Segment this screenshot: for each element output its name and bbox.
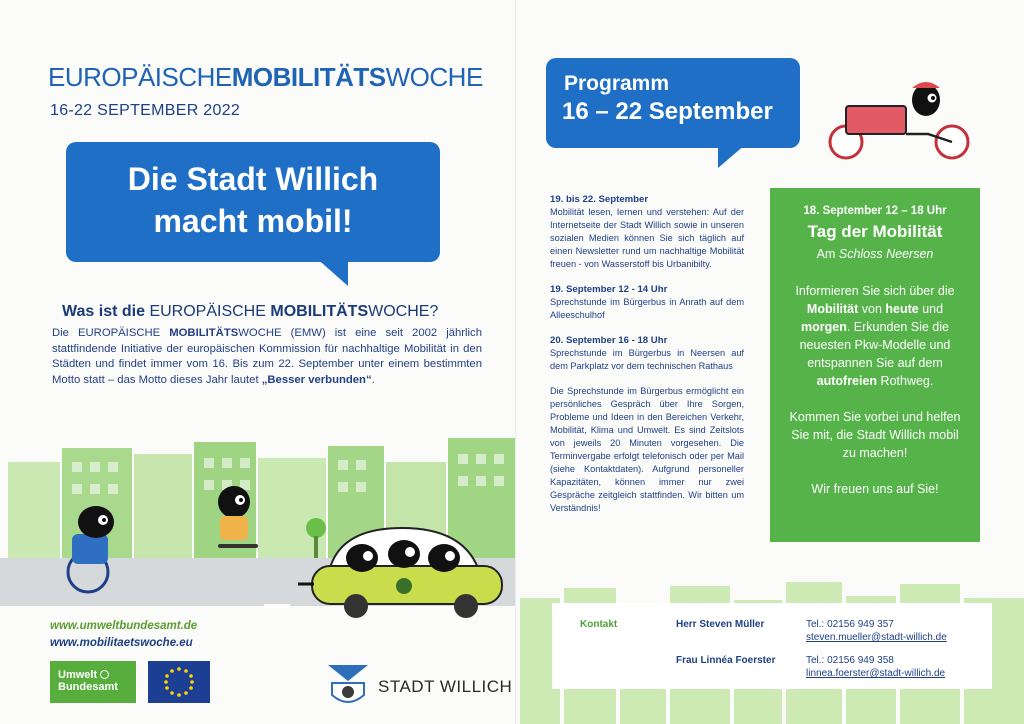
contact-phone[interactable]: Tel.: 02156 949 357: [806, 619, 894, 630]
contact-box: [552, 603, 992, 689]
description-paragraph-2: Kommen Sie vorbei und helfen Sie mit, die Stadt Willich mobil zu machen!: [789, 410, 961, 460]
cargo-bike-illustration: [824, 76, 974, 166]
schedule-event: [550, 193, 744, 271]
intro-paragraph: [52, 326, 482, 388]
program-speech-bubble: [546, 58, 800, 148]
contact-details: [806, 654, 945, 680]
speech-bubble-tail: [314, 256, 348, 286]
event-text: Sprechstunde im Bürgerbus in Anrath auf dem Alleeschulhof: [550, 297, 744, 320]
schedule-event: [550, 334, 744, 373]
uba-logo-line2: Bundesamt: [58, 681, 118, 693]
title-part-regular-end: WOCHE: [385, 62, 483, 92]
schedule-note: [550, 385, 744, 515]
uba-dot-icon: [100, 670, 109, 679]
contact-email-link[interactable]: linnea.foerster@stadt-willich.de: [806, 668, 946, 679]
program-bubble-tail: [718, 144, 746, 168]
heading-part-4: WOCHE?: [368, 303, 439, 320]
title-part-bold: MOBILITÄTS: [231, 62, 386, 92]
schedule-event: [550, 283, 744, 322]
website-links: [50, 618, 197, 652]
headline-line-1: Die Stadt Willich: [127, 161, 379, 197]
event-title: 19. September 12 - 14 Uhr: [550, 284, 668, 295]
description-paragraph-1: Informieren Sie sich über die Mobilität von heute und morgen. Erkunden Sie die neuesten Pkw-Modelle und entspannen Sie auf dem autofreien Rothweg.: [795, 284, 955, 388]
section-heading: [62, 303, 438, 321]
mobility-day-title: Tag der Mobilität: [807, 222, 943, 241]
contact-phone[interactable]: Tel.: 02156 949 358: [806, 655, 894, 666]
contact-name: Herr Steven Müller: [676, 619, 765, 630]
event-title: 20. September 16 - 18 Uhr: [550, 335, 668, 346]
body-part-3: WOCHE (EMW) ist eine seit 2002 jährlich stattfindende Initiative der europäischen Kommission für nachhaltige Mobilität in den Städten und findet immer vom 16. Bis zum 22. September unter einem bestimmten Motto statt – das Motto dieses Jahr lautet: [52, 327, 482, 386]
program-schedule: [550, 193, 744, 527]
event-text: Sprechstunde im Bürgerbus in Neersen auf dem Parkplatz vor dem technischen Rathaus: [550, 348, 744, 371]
heading-part-1: Was ist die: [62, 303, 150, 320]
contact-email-link[interactable]: steven.mueller@stadt-willich.de: [806, 632, 947, 643]
heading-part-3: MOBILITÄTS: [270, 303, 369, 320]
campaign-dates: 16-22 SEPTEMBER 2022: [50, 102, 241, 119]
contact-name: Frau Linnéa Foerster: [676, 655, 776, 666]
description-paragraph-3: Wir freuen uns auf Sie!: [811, 482, 939, 496]
contact-details: [806, 618, 947, 644]
event-text: Die Sprechstunde im Bürgerbus ermöglicht ein persönliches Gespräch über Ihre Sorgen, Probleme und Ideen in den Bereichen Verkehr, Mobilität, Klima und Umwelt. Es sind Zeitslots von jeweils 20 Minuten vorgesehen. Die Terminvergabe erfolgt telefonisch oder per Mail (siehe Kontaktdaten). Aufgrund personeller Kapazitäten, können immer nur zwei Gespräche zeitgleich stattfinden. Wir bitten um Verständnis!: [550, 386, 744, 513]
eu-flag-logo: [148, 661, 210, 703]
stadt-willich-wordmark: STADT WILLICH: [378, 677, 513, 696]
mobilitaetswoche-link[interactable]: www.mobilitaetswoche.eu: [50, 637, 193, 649]
umweltbundesamt-link[interactable]: www.umweltbundesamt.de: [50, 620, 198, 632]
location-name: Schloss Neersen: [838, 247, 934, 261]
body-end: .: [371, 373, 375, 386]
event-title: 19. bis 22. September: [550, 194, 649, 205]
uba-logo-line1: Umwelt: [58, 669, 98, 681]
campaign-title: [48, 62, 483, 93]
program-title: Programm: [564, 72, 670, 95]
contact-label: Kontakt: [580, 619, 618, 630]
headline-speech-bubble: [66, 142, 440, 262]
city-illustration: [0, 418, 516, 628]
motto-text: „Besser verbunden“: [261, 373, 372, 386]
title-part-regular: EUROPÄISCHE: [48, 62, 232, 92]
headline-line-2: macht mobil!: [153, 203, 353, 239]
mobility-day-location: [770, 247, 980, 261]
body-part-2: MOBILITÄTS: [169, 327, 239, 339]
location-prefix: Am: [816, 247, 839, 261]
willich-crest-icon: [326, 663, 370, 709]
heading-part-2: EUROPÄISCHE: [149, 303, 271, 320]
event-text: Mobilität lesen, lernen und verstehen: Auf der Internetseite der Stadt Willich sowie in unseren sozialen Medien können Sie sich täglich auf einen Newsletter rund um nachhaltige Mobilität freuen - von Wasserstoff bis Urbanibilty.: [550, 207, 744, 269]
mobility-day-box: [770, 188, 980, 542]
mobility-day-description: [784, 282, 966, 498]
umweltbundesamt-logo: [50, 661, 136, 703]
mobility-day-date: 18. September 12 – 18 Uhr: [803, 205, 947, 217]
program-dates: 16 – 22 September: [562, 98, 773, 125]
body-part-1: Die EUROPÄISCHE: [52, 327, 170, 339]
